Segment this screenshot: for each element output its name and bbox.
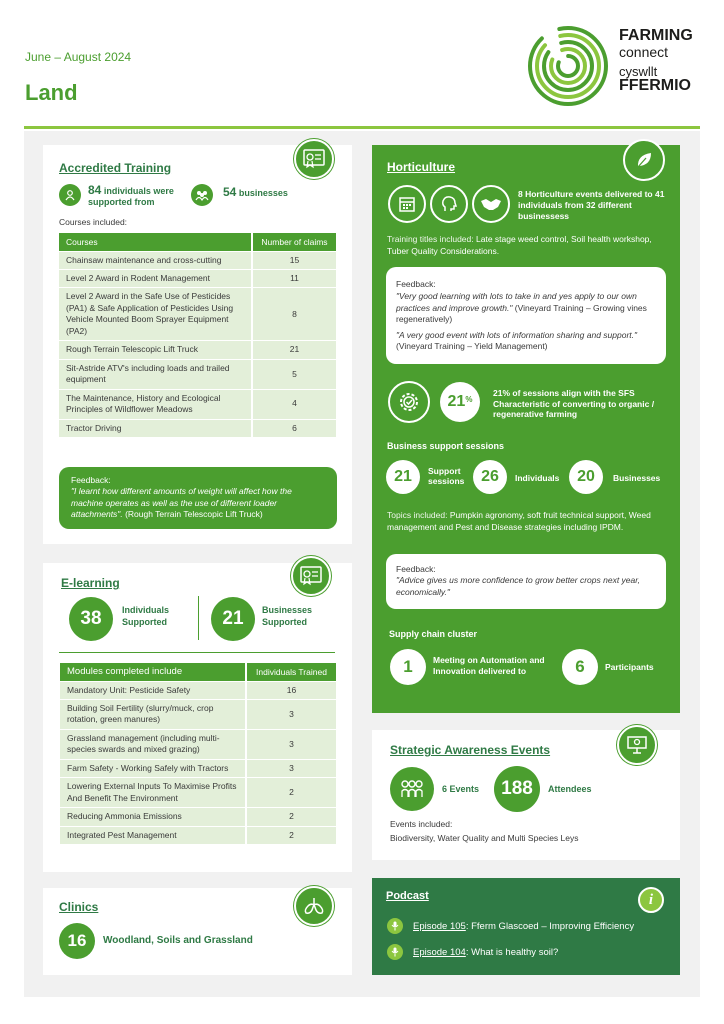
info-icon[interactable]: i <box>638 887 664 913</box>
microphone-icon <box>387 918 403 934</box>
audience-icon <box>390 767 434 811</box>
module-name: Farm Safety - Working Safely with Tractors <box>60 759 246 777</box>
table-row <box>59 288 336 341</box>
certificate-icon <box>291 556 331 596</box>
accredited-feedback-quote: "I learnt how different amounts of weight will affect how the machine operates as well as the use of different loader attachments". <box>71 486 292 520</box>
bss-individuals-num: 26 <box>473 460 507 494</box>
bss-individuals-label: Individuals <box>515 473 560 483</box>
table-row <box>59 359 336 389</box>
bss-topics-label: Topics included: <box>387 510 448 520</box>
accredited-feedback-source: (Rough Terrain Telescopic Lift Truck) <box>125 509 263 520</box>
course-name: Rough Terrain Telescopic Lift Truck <box>59 341 252 359</box>
logo-text <box>619 28 693 94</box>
courses-table <box>59 233 336 438</box>
course-name: Level 2 Award in Rodent Management <box>59 269 252 287</box>
table-row <box>60 826 336 844</box>
sfs-text: 21% of sessions align with the SFS Characteristic of converting to organic / regenerative farming <box>493 388 655 420</box>
attendees-label: Attendees <box>548 784 592 794</box>
module-trained: 3 <box>246 699 336 729</box>
strategic-included: Biodiversity, Water Quality and Multi Species Leys <box>390 833 579 843</box>
bss-topics-value: Pumpkin agronomy, soft fruit technical support, Weed management and Pest and Disease strategies including IPDM. <box>387 510 651 533</box>
podcast-card <box>372 878 680 975</box>
elearning-divider <box>59 652 335 653</box>
accredited-individuals <box>88 183 188 208</box>
head-icon <box>430 185 468 223</box>
header-divider <box>24 126 700 129</box>
course-name: Tractor Driving <box>59 419 252 437</box>
modules-table <box>60 663 336 845</box>
podcast-episode <box>387 913 677 939</box>
table-row <box>59 419 336 437</box>
report-period: June – August 2024 <box>25 50 132 64</box>
course-claims: 11 <box>252 269 336 287</box>
clinics-heading[interactable]: Clinics <box>59 900 99 914</box>
bss-businesses-label: Businesses <box>613 473 661 483</box>
module-name: Building Soil Fertility (slurry/muck, crop rotation, green manures) <box>60 699 246 729</box>
participants-label: Participants <box>605 662 654 672</box>
module-name: Grassland management (including multi-species swards and mixed grazing) <box>60 729 246 759</box>
bss-topics <box>387 509 671 534</box>
course-claims: 4 <box>252 389 336 419</box>
module-trained: 16 <box>246 681 336 699</box>
podcast-episode-list <box>387 913 677 965</box>
logo-line-4: FFERMIO <box>619 77 691 94</box>
bss-feedback-quote: "Advice gives us more confidence to grow better crops next year, economically." <box>396 575 640 597</box>
strategic-included-label: Events included: <box>390 819 453 829</box>
page-title: Land <box>25 80 78 105</box>
table-row <box>59 341 336 359</box>
clinics-num: 16 <box>59 923 95 959</box>
episode-title: : Fferm Glascoed – Improving Efficiency <box>465 920 635 932</box>
course-claims: 21 <box>252 341 336 359</box>
table-row <box>60 778 336 808</box>
module-name: Lowering External Inputs To Maximise Profits And Benefit The Environment <box>60 778 246 808</box>
table-row <box>59 269 336 287</box>
handshake-icon <box>472 185 510 223</box>
table-row <box>60 729 336 759</box>
lungs-icon <box>294 886 334 926</box>
table-row <box>60 699 336 729</box>
elearning-individuals-label: Individuals Supported <box>122 605 170 627</box>
course-name: The Maintenance, History and Ecological Principles of Wildflower Meadows <box>59 389 252 419</box>
module-name: Reducing Ammonia Emissions <box>60 808 246 826</box>
courses-included-label: Courses included: <box>59 217 128 227</box>
podcast-heading[interactable]: Podcast <box>386 890 429 902</box>
horticulture-feedback2-quote: "A very good event with lots of information sharing and support." <box>396 329 638 340</box>
stat-divider <box>198 596 199 640</box>
certificate-icon <box>294 139 334 179</box>
horticulture-card <box>372 145 680 713</box>
strategic-heading[interactable]: Strategic Awareness Events <box>390 743 551 757</box>
horticulture-titles <box>387 233 667 258</box>
gear-check-icon <box>388 381 430 423</box>
clinics-card <box>43 888 352 975</box>
supply-meetings-text: Meeting on Automation and Innovation delivered to <box>433 655 545 677</box>
elearning-businesses-num: 21 <box>211 597 255 641</box>
course-name: Level 2 Award in the Safe Use of Pesticides (PA1) & Safe Application of Pesticides Using Vehicle Mounted Boom Sprayer Equipment (PA2) <box>59 288 252 341</box>
horticulture-titles-value: Late stage weed control, Soil health workshop, Tuber Quality Considerations. <box>387 234 652 257</box>
horticulture-events: 8 Horticulture events delivered to 41 individuals from 32 different businessess <box>518 189 665 222</box>
elearning-heading[interactable]: E-learning <box>61 576 120 590</box>
horticulture-feedback <box>386 267 666 364</box>
accredited-businesses <box>223 185 288 199</box>
sfs-num: 21 <box>447 393 466 410</box>
module-trained: 2 <box>246 826 336 844</box>
course-claims: 6 <box>252 419 336 437</box>
leaf-icon <box>623 139 665 181</box>
elearning-businesses-label: Businesses Supported <box>262 605 313 627</box>
calendar-icon <box>388 185 426 223</box>
accredited-businesses-text: businesses <box>238 188 288 198</box>
module-trained: 2 <box>246 808 336 826</box>
table-row <box>59 251 336 269</box>
participants-num: 6 <box>562 649 598 685</box>
attendees-num: 188 <box>494 766 540 812</box>
table-row <box>60 681 336 699</box>
sfs-percent <box>440 382 480 422</box>
horticulture-feedback-label: Feedback: <box>396 279 436 289</box>
horticulture-feedback2-source: (Vineyard Training – Yield Management) <box>396 341 548 352</box>
logo-line-2: connect <box>619 44 669 60</box>
course-claims: 5 <box>252 359 336 389</box>
sfs-percent-sign: % <box>465 395 473 404</box>
accredited-businesses-num: 54 <box>223 185 237 199</box>
horticulture-feedback1-quote: "Very good learning with lots to take in and yes apply to our own practices and improve growth." <box>396 291 637 313</box>
farming-connect-logo-icon <box>526 24 610 108</box>
person-icon <box>59 184 81 206</box>
group-icon <box>191 184 213 206</box>
accredited-individuals-num: 84 <box>88 183 102 197</box>
table-row <box>60 759 336 777</box>
accredited-training-heading[interactable]: Accredited Training <box>59 161 172 175</box>
episode-title: : What is healthy soil? <box>465 946 559 958</box>
course-claims: 8 <box>252 288 336 341</box>
accredited-feedback-label: Feedback: <box>71 475 111 485</box>
horticulture-heading[interactable]: Horticulture <box>387 160 456 174</box>
bss-sessions-label: Support sessions <box>428 466 465 487</box>
horticulture-feedback1-source: (Vineyard Training – Growing vines regeneratively) <box>396 302 647 325</box>
module-trained: 2 <box>246 778 336 808</box>
episode-link[interactable]: Episode 104 <box>413 946 466 958</box>
strategic-awareness-card <box>372 730 680 860</box>
claims-header: Number of claims <box>252 233 336 251</box>
elearning-card <box>43 563 352 872</box>
bss-sessions-num: 21 <box>386 460 420 494</box>
bss-businesses-num: 20 <box>569 460 603 494</box>
table-row <box>59 389 336 419</box>
module-trained: 3 <box>246 759 336 777</box>
accredited-feedback <box>59 467 337 529</box>
table-row <box>60 808 336 826</box>
bss-feedback-label: Feedback: <box>396 564 436 574</box>
course-claims: 15 <box>252 251 336 269</box>
supply-meetings-num: 1 <box>390 649 426 685</box>
strategic-events: 6 Events <box>442 784 480 794</box>
bss-heading: Business support sessions <box>387 441 505 451</box>
microphone-icon <box>387 944 403 960</box>
logo-line-1: FARMING <box>619 27 693 44</box>
modules-header: Modules completed include <box>60 663 246 681</box>
courses-header: Courses <box>59 233 252 251</box>
module-name: Mandatory Unit: Pesticide Safety <box>60 681 246 699</box>
horticulture-titles-label: Training titles included: <box>387 234 474 244</box>
course-name: Sit-Astride ATV's including loads and trailed equipment <box>59 359 252 389</box>
supply-chain-heading: Supply chain cluster <box>389 629 478 639</box>
clinics-label: Woodland, Soils and Grassland <box>103 935 253 946</box>
bss-feedback <box>386 554 666 609</box>
module-trained: 3 <box>246 729 336 759</box>
logo-line-3: cyswllt <box>619 64 658 79</box>
module-name: Integrated Pest Management <box>60 826 246 844</box>
course-name: Chainsaw maintenance and cross-cutting <box>59 251 252 269</box>
accredited-individuals-text: individuals were supported from <box>88 186 174 208</box>
elearning-individuals-num: 38 <box>69 597 113 641</box>
accredited-training-card <box>43 145 352 544</box>
episode-link[interactable]: Episode 105 <box>413 920 466 932</box>
trained-header: Individuals Trained <box>246 663 336 681</box>
presentation-board-icon <box>617 725 657 765</box>
podcast-episode <box>387 939 677 965</box>
